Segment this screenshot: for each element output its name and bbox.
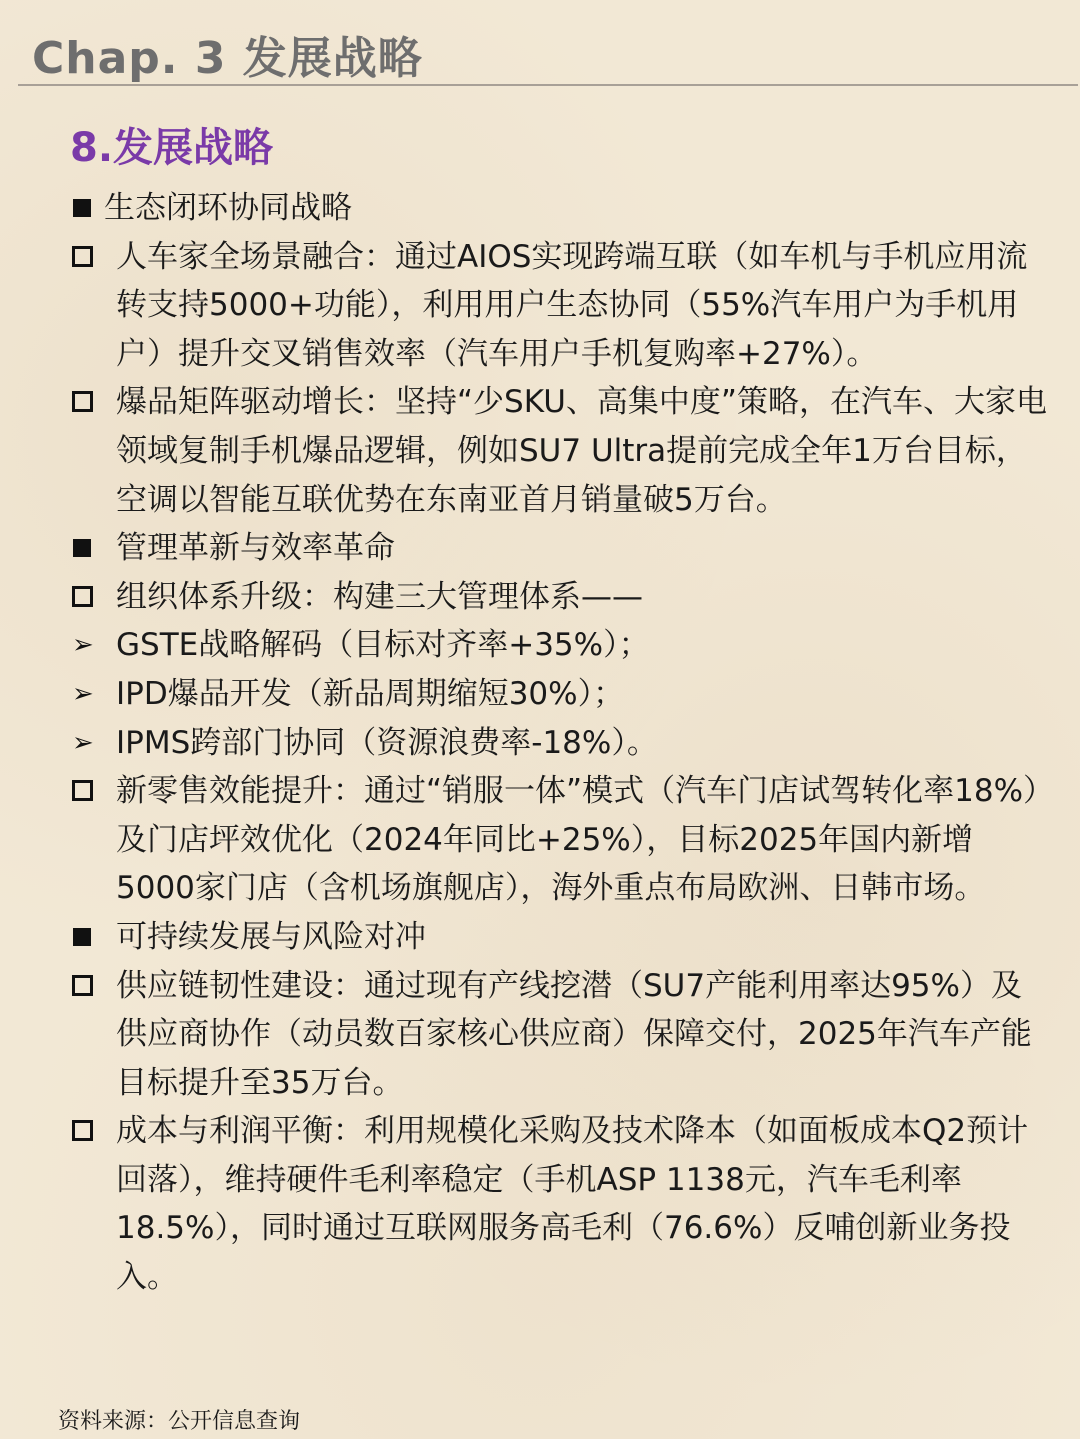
list-item-heading — [70, 184, 1048, 233]
list-item — [70, 1107, 1048, 1301]
item-text: 供应链韧性建设：通过现有产线挖潜（SU7产能利用率达95%）及供应商协作（动员数百家核心供应商）保障交付，2025年汽车产能目标提升至35万台。 — [116, 967, 1032, 1101]
source-note: 资料来源：公开信息查询 — [58, 1409, 301, 1434]
list-item-heading — [70, 913, 1048, 962]
list-item — [70, 378, 1048, 524]
list-item — [70, 573, 1048, 622]
item-text: 爆品矩阵驱动增长：坚持“少SKU、高集中度”策略，在汽车、大家电领域复制手机爆品逻辑，例如SU7 Ultra提前完成全年1万台目标，空调以智能互联优势在东南亚首月销量破5万台。 — [116, 384, 1047, 518]
item-text: 管理革新与效率革命 — [116, 530, 395, 567]
chapter-title: Chap. 3 发展战略 — [32, 33, 423, 84]
arrow-bullet-icon: ➢ — [72, 678, 94, 709]
list-item — [70, 233, 1048, 379]
item-text: IPD爆品开发（新品周期缩短30%）； — [116, 675, 625, 712]
hollow-square-bullet-icon — [70, 378, 98, 427]
arrow-bullet-icon: ➢ — [72, 727, 94, 758]
item-text: 人车家全场景融合：通过AIOS实现跨端互联（如车机与手机应用流转支持5000+功能），利用用户生态协同（55%汽车用户为手机用户）提升交叉销售效率（汽车用户手机复购率+27%）。 — [116, 238, 1028, 372]
section-title: 8.发展战略 — [70, 125, 274, 171]
item-text: 组织体系升级：构建三大管理体系—— — [116, 578, 643, 615]
hollow-square-bullet-icon — [70, 767, 98, 816]
item-text: GSTE战略解码（目标对齐率+35%）； — [116, 627, 650, 664]
item-text: 可持续发展与风险对冲 — [116, 918, 426, 955]
list-item — [70, 767, 1048, 913]
hollow-square-bullet-icon — [70, 962, 98, 1011]
arrow-bullet-icon: ➢ — [72, 630, 94, 661]
header-divider — [18, 84, 1078, 86]
item-text: 生态闭环协同战略 — [104, 190, 352, 226]
strategy-list — [70, 184, 1048, 1302]
filled-square-bullet-icon — [70, 913, 98, 962]
item-text: 成本与利润平衡：利用规模化采购及技术降本（如面板成本Q2预计回落），维持硬件毛利率稳定（手机ASP 1138元，汽车毛利率18.5%），同时通过互联网服务高毛利（76.6%）反哺创新业务投入。 — [116, 1113, 1029, 1296]
filled-square-bullet-icon — [70, 184, 98, 233]
list-item-sub — [70, 719, 1048, 768]
item-text: IPMS跨部门协同（资源浪费率-18%）。 — [116, 724, 658, 761]
filled-square-bullet-icon — [70, 524, 98, 573]
hollow-square-bullet-icon — [70, 1107, 98, 1156]
hollow-square-bullet-icon — [70, 233, 98, 282]
list-item-sub — [70, 621, 1048, 670]
list-item-sub — [70, 670, 1048, 719]
list-item-heading — [70, 524, 1048, 573]
hollow-square-bullet-icon — [70, 573, 98, 622]
item-text: 新零售效能提升：通过“销服一体”模式（汽车门店试驾转化率18%）及门店坪效优化（2024年同比+25%），目标2025年国内新增5000家门店（含机场旗舰店），海外重点布局欧洲、日韩市场。 — [116, 773, 1039, 907]
list-item — [70, 962, 1048, 1108]
